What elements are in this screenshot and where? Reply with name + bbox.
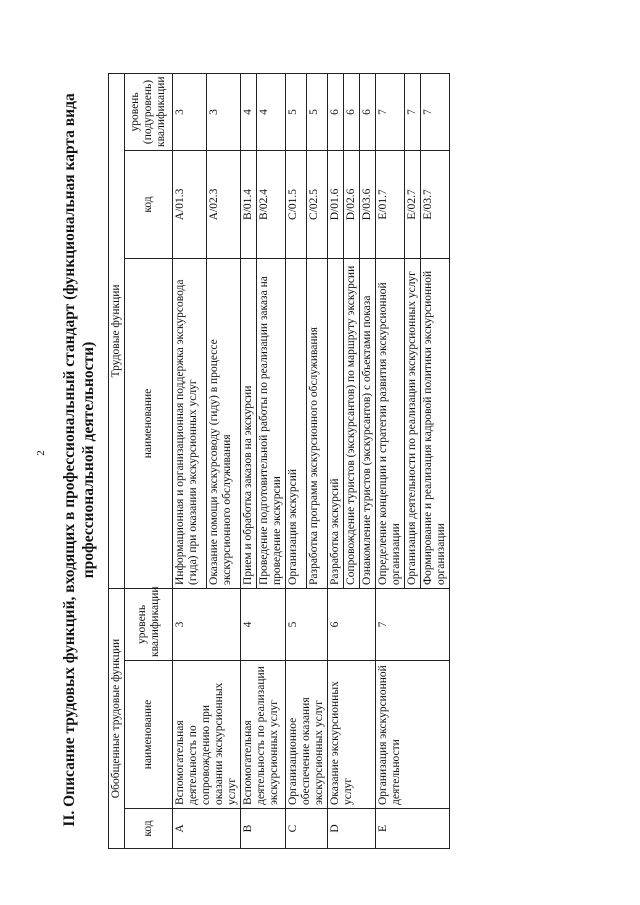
functional-map-table — [108, 73, 450, 849]
group-code: C — [286, 809, 328, 849]
group-code: D — [328, 809, 376, 849]
function-name: Определение концепции и стратегии развития экскурсионной организации — [376, 258, 405, 588]
page-number: 2 — [34, 450, 47, 456]
function-level: 5 — [286, 73, 307, 150]
group-name: Организационное обеспечение оказания экскурсионных услуг — [286, 661, 328, 809]
function-name: Формирование и реализация кадровой политики экскурсионной организации — [421, 258, 450, 588]
group-name: Вспомогательная деятельность по реализации экскурсионных услуг — [241, 661, 286, 809]
function-code: A/02.3 — [207, 150, 241, 258]
group-name: Организация экскурсионной деятельности — [376, 661, 450, 809]
group-name: Вспомогательная деятельность по сопровождению при оказании экскурсионных услуг — [173, 661, 241, 809]
function-code: D/02.6 — [344, 150, 360, 258]
function-name: Организация деятельности по реализации экскурсионных услуг — [405, 258, 421, 588]
function-level: 3 — [173, 73, 207, 150]
table-row — [173, 73, 207, 848]
function-code: C/01.5 — [286, 150, 307, 258]
group-name: Оказание экскурсионных услуг — [328, 661, 376, 809]
group-level: 5 — [286, 588, 328, 660]
function-name: Оказание помощи экскурсоводу (гиду) в процессе экскурсионного обслуживания — [207, 258, 241, 588]
function-code: D/03.6 — [360, 150, 376, 258]
group-level: 7 — [376, 588, 450, 660]
header-generalized: Обобщенные трудовые функции — [109, 588, 125, 848]
function-code: C/02.5 — [307, 150, 328, 258]
function-name: Разработка программ экскурсионного обслуживания — [307, 258, 328, 588]
table-row — [376, 73, 405, 848]
group-level: 3 — [173, 588, 241, 660]
function-level: 7 — [376, 73, 405, 150]
table-row — [328, 73, 344, 848]
function-name: Прием и обработка заказов на экскурсии — [241, 258, 257, 588]
function-code: D/01.6 — [328, 150, 344, 258]
function-level: 6 — [360, 73, 376, 150]
function-level: 4 — [241, 73, 257, 150]
function-level: 5 — [307, 73, 328, 150]
function-name: Разработка экскурсий — [328, 258, 344, 588]
table-row — [286, 73, 307, 848]
group-code: E — [376, 809, 450, 849]
function-code: E/02.7 — [405, 150, 421, 258]
function-level: 4 — [257, 73, 286, 150]
function-name: Проведение подготовительной работы по реализации заказа на проведение экскурсии — [257, 258, 286, 588]
function-level: 6 — [344, 73, 360, 150]
group-code: B — [241, 809, 286, 849]
table-row — [241, 73, 257, 848]
function-level: 3 — [207, 73, 241, 150]
section-title — [60, 65, 98, 855]
group-code: A — [173, 809, 241, 849]
group-level: 6 — [328, 588, 376, 660]
function-name: Организация экскурсий — [286, 258, 307, 588]
title-line-2: профессиональной деятельности) — [80, 341, 97, 579]
header-level: уровень квалификации — [125, 588, 173, 660]
header-labor: Трудовые функции — [109, 73, 125, 588]
header-lf-code: код — [125, 150, 173, 258]
function-level: 6 — [328, 73, 344, 150]
header-code: код — [125, 809, 173, 849]
function-code: E/03.7 — [421, 150, 450, 258]
function-level: 7 — [421, 73, 450, 150]
header-name: наименование — [125, 661, 173, 809]
header-lf-level: уровень (подуровень) квалификации — [125, 73, 173, 150]
header-lf-name: наименование — [125, 258, 173, 588]
table-body — [173, 73, 450, 848]
function-name: Сопровождение туристов (экскурсантов) по маршруту экскурсии — [344, 258, 360, 588]
group-level: 4 — [241, 588, 286, 660]
function-code: E/01.7 — [376, 150, 405, 258]
function-name: Информационная и организационная поддержка экскурсовода (гида) при оказании экскурсионных услуг — [173, 258, 207, 588]
title-line-1: II. Описание трудовых функций, входящих в профессиональный стандарт (функциональная карта вида — [61, 93, 78, 827]
rotated-page-content — [60, 65, 580, 855]
function-code: A/01.3 — [173, 150, 207, 258]
function-code: B/02.4 — [257, 150, 286, 258]
function-name: Ознакомление туристов (экскурсантов) с объектами показа — [360, 258, 376, 588]
function-level: 7 — [405, 73, 421, 150]
function-code: B/01.4 — [241, 150, 257, 258]
